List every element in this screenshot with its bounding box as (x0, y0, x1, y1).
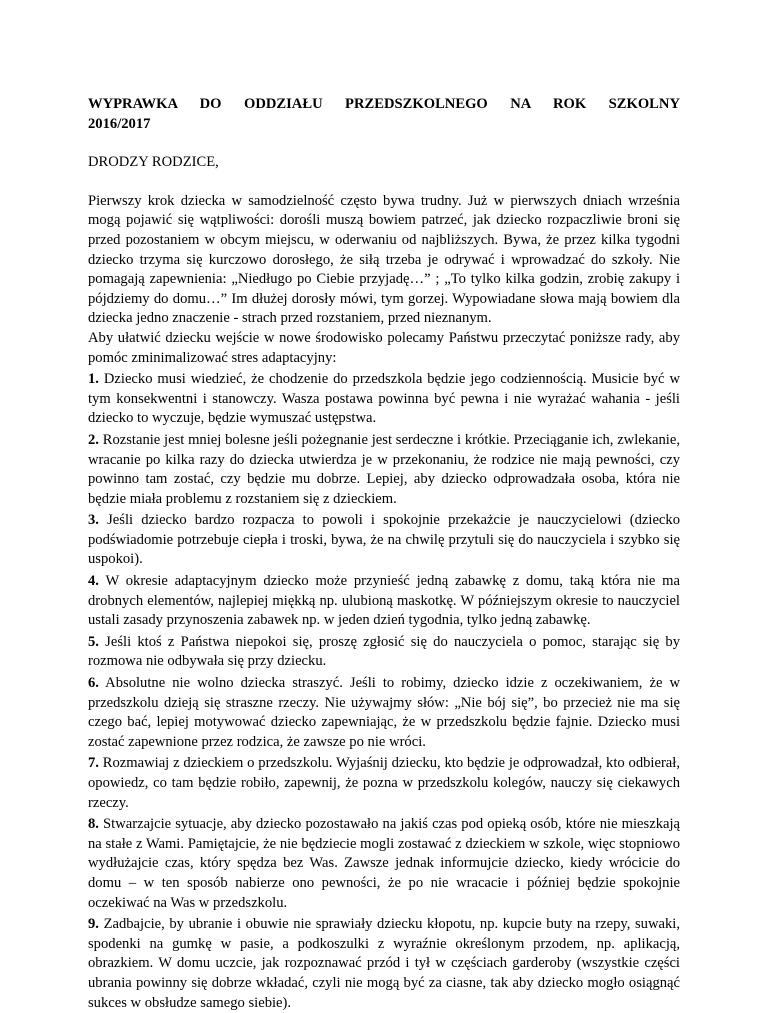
advice-text: Jeśli ktoś z Państwa niepokoi się, proszę zgłosić się do nauczyciela o pomoc, starając się by rozmowa nie odbywała się przy dziecku. (88, 633, 680, 670)
document-title-year: 2016/2017 (88, 115, 151, 132)
advice-item-2 (88, 431, 680, 509)
advice-list (88, 370, 680, 1013)
advice-item-9 (88, 915, 680, 1013)
advice-text: Stwarzajcie sytuacje, aby dziecko pozostawało na jakiś czas pod opieką osób, które nie mieszkają na stałe z Wami. Pamiętajcie, że nie będziecie mogli zostawać z dzieckiem w szkole, więc stopniowo wydłużajcie czas, który spędza bez Was. Zawsze jednak informujcie dziecko, kiedy wrócicie do domu – w ten sposób nabierze ono pewności, że po nie wracacie i później będzie spokojnie oczekiwać na Was w przedszkolu. (88, 816, 680, 911)
advice-text: Rozmawiaj z dzieckiem o przedszkolu. Wyjaśnij dziecku, kto będzie je odprowadzał, kto odbierał, opowiedz, co tam będzie robiło, zapewnij, że pozna w przedszkolu kolegów, nauczy się ciekawych rzeczy. (88, 755, 680, 811)
advice-number: 4. (88, 573, 99, 590)
advice-number: 6. (88, 675, 99, 692)
document-page (88, 95, 680, 1013)
advice-number: 2. (88, 431, 99, 448)
intro-paragraph: Pierwszy krok dziecka w samodzielność często bywa trudny. Już w pierwszych dniach września mogą pojawić się wątpliwości: dorośli muszą bowiem patrzeć, jak dziecko rozpaczliwie broni się przed pozostaniem w obcym miejscu, w oderwaniu od najbliższych. Bywa, że przez kilka tygodni dziecko trzyma się kurczowo dorosłego, że siłą trzeba je odrywać i wprowadzać do szkoły. Nie pomagają zapewnienia: „Niedługo po Ciebie przyjadę…” ; „To tylko kilka godzin, zrobię zakupy i pójdziemy do domu…” Im dłużej dorosły mówi, tym gorzej. Wypowiadane słowa mają bowiem dla dziecka jedno znaczenie - strach przed rozstaniem, przed nieznanym. (88, 192, 680, 327)
advice-number: 8. (88, 816, 99, 833)
advice-number: 1. (88, 371, 99, 388)
advice-number: 3. (88, 512, 99, 529)
advice-text: Rozstanie jest mniej bolesne jeśli pożegnanie jest serdeczne i krótkie. Przeciąganie ich, zwlekanie, wracanie po kilka razy do dziecka utwierdza je w przekonaniu, że rodzice nie mają pewności, czy powinno tam zostać, czy będzie mu dobrze. Lepiej, aby dziecko odprowadzała osoba, która nie będzie miała problemu z rozstaniem się z dzieckiem. (88, 431, 680, 507)
advice-number: 5. (88, 633, 99, 650)
lead-paragraph: Aby ułatwić dziecku wejście w nowe środowisko polecamy Państwu przeczytać poniższe rady, aby pomóc zminimalizować stres adaptacyjny: (88, 329, 680, 366)
advice-text: W okresie adaptacyjnym dziecko może przynieść jedną zabawkę z domu, taką która nie ma drobnych elementów, najlepiej miękką np. ulubioną maskotkę. W późniejszym okresie to nauczyciel ustali zasady przynoszenia zabawek np. w jeden dzień tygodnia, tylko jedną zabawkę. (88, 573, 680, 629)
greeting: DRODZY RODZICE, (88, 154, 219, 171)
advice-text: Dziecko musi wiedzieć, że chodzenie do przedszkola będzie jego codziennością. Musicie być w tym konsekwentni i stanowczy. Wasza postawa powinna być pewna i nie wyrażać wahania - jeśli dziecko to wyczuje, będzie wymuszać ustępstwa. (88, 371, 680, 427)
advice-text: Jeśli dziecko bardzo rozpacza to powoli i spokojnie przekażcie je nauczycielowi (dziecko podświadomie potrzebuje ciepła i troski, bywa, że na chwilę przytuli się do nauczyciela i szybko się uspokoi). (88, 512, 680, 568)
advice-item-1 (88, 370, 680, 429)
advice-text: Zadbajcie, by ubranie i obuwie nie sprawiały dziecku kłopotu, np. kupcie buty na rzepy, suwaki, spodenki na gumkę w pasie, a podkoszulki z wyraźnie określonym przodem, np. aplikacją, obrazkiem. W domu uczcie, jak rozpoznawać przód i tył w częściach garderoby (wszystkie części ubrania powinny się dobrze wkładać, czyli nie mogą być za ciasne, tak aby dziecko mogło osiągnąć sukces w obsłudze samego siebie). (88, 916, 680, 1011)
advice-item-4 (88, 572, 680, 631)
advice-text: Absolutne nie wolno dziecka straszyć. Jeśli to robimy, dziecko idzie z oczekiwaniem, że w przedszkolu dzieją się straszne rzeczy. Nie używajmy słów: „Nie bój się”, bo przecież nie ma się czego bać, lepiej motywować dziecko zapewniając, że w przedszkolu będzie fajnie. Dziecko musi zostać zapewnione przez rodzica, że zawsze po nie wróci. (88, 675, 680, 750)
advice-item-6 (88, 674, 680, 752)
advice-number: 9. (88, 916, 99, 933)
advice-item-5 (88, 633, 680, 672)
advice-number: 7. (88, 755, 99, 772)
advice-item-3 (88, 511, 680, 570)
advice-item-7 (88, 754, 680, 813)
document-title: WYPRAWKA DO ODDZIAŁU PRZEDSZKOLNEGO NA ROK SZKOLNY (88, 96, 680, 112)
advice-item-8 (88, 815, 680, 913)
